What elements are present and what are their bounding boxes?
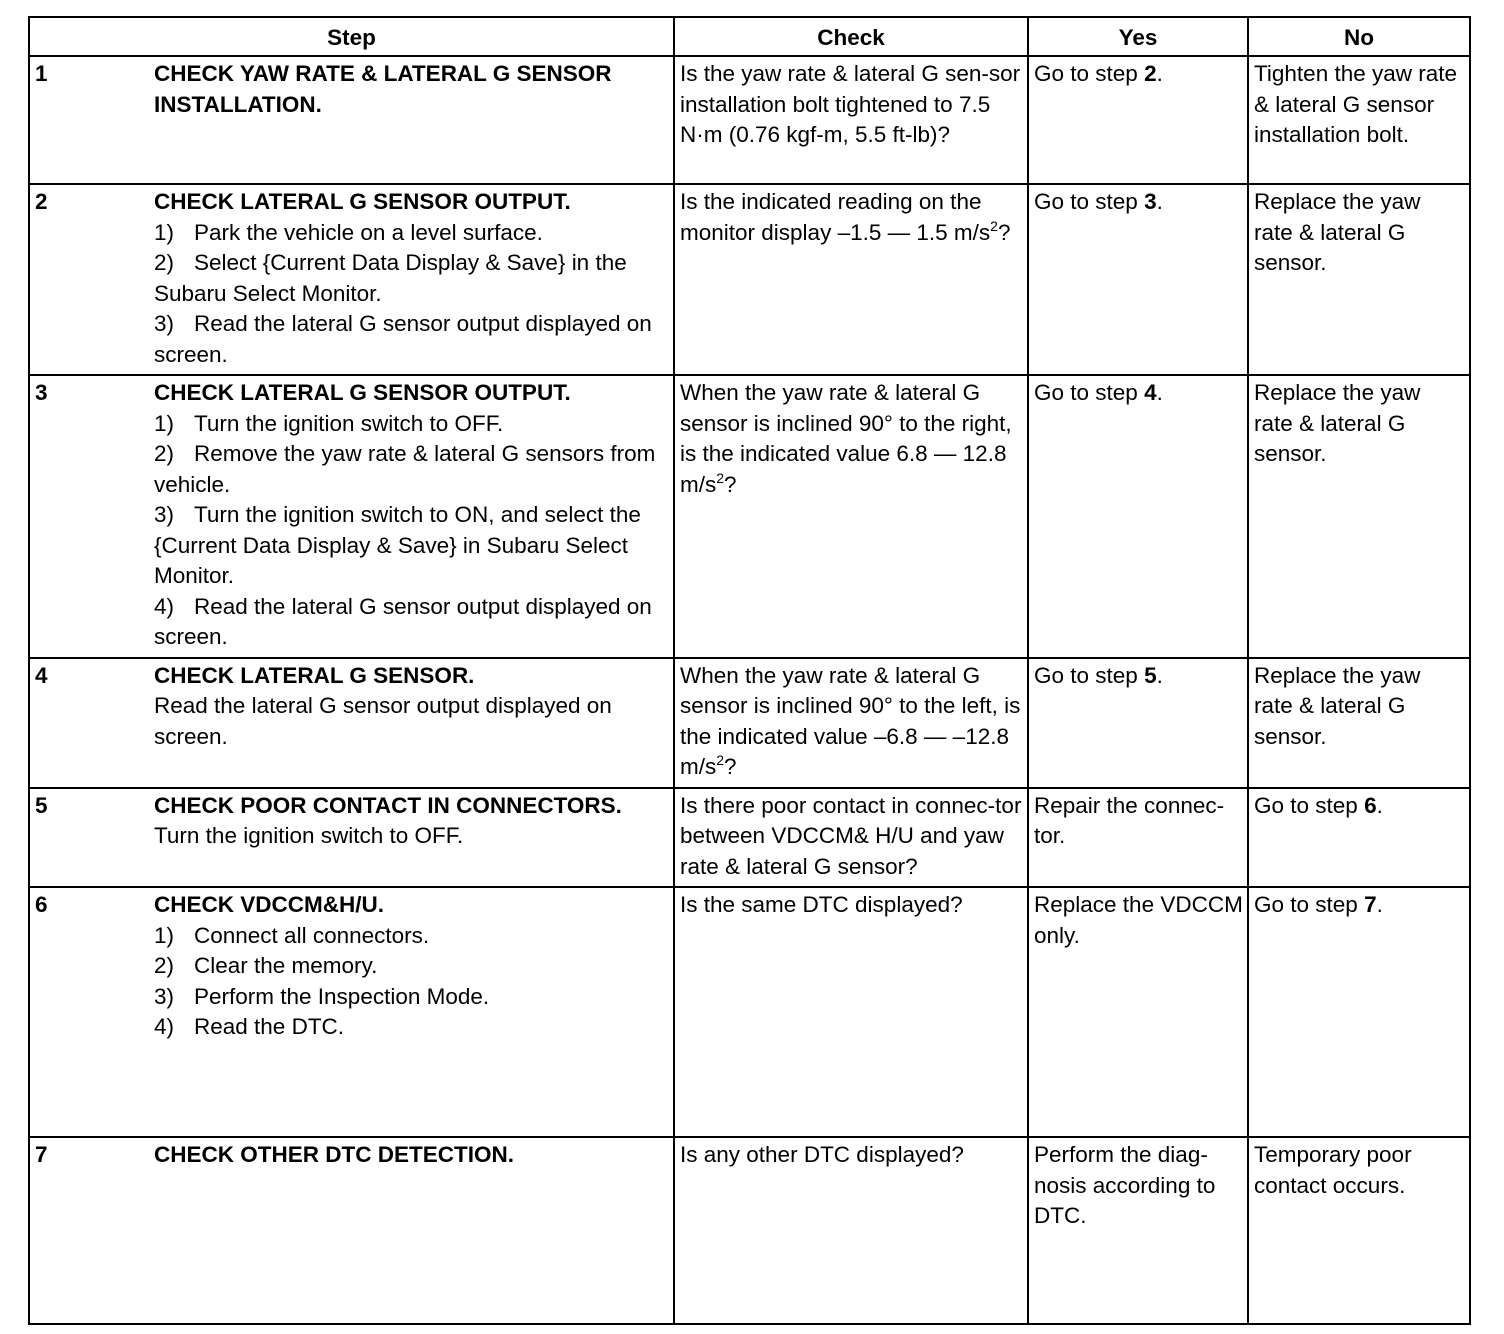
table-row [29, 1137, 1470, 1324]
check-cell: Is any other DTC displayed? [674, 1137, 1028, 1324]
table-row [29, 658, 1470, 788]
check-cell: Is the yaw rate & lateral G sen-sor installation bolt tightened to 7.5 N·m (0.76 kgf-m, 5.5 ft-lb)? [674, 56, 1028, 184]
step-title: CHECK LATERAL G SENSOR OUTPUT. [154, 189, 571, 214]
header-step: Step [29, 17, 674, 56]
no-cell: Tighten the yaw rate & lateral G sensor installation bolt. [1248, 56, 1470, 184]
yes-cell: Go to step 4. [1028, 375, 1248, 658]
step-title: CHECK YAW RATE & LATERAL G SENSOR INSTALLATION. [154, 61, 612, 117]
sub-step: 3) Perform the Inspection Mode. [154, 983, 490, 1009]
header-row [29, 17, 1470, 56]
step-cell [29, 887, 674, 1137]
step-cell [29, 184, 674, 375]
table-row [29, 184, 1470, 375]
sub-step: 2) Remove the yaw rate & lateral G sensors from vehicle. [154, 441, 656, 497]
no-cell: Replace the yaw rate & lateral G sensor. [1248, 184, 1470, 375]
sub-step: 3) Read the lateral G sensor output displayed on screen. [154, 311, 652, 367]
sub-step: 2) Clear the memory. [154, 953, 378, 978]
step-title: CHECK VDCCM&H/U. [154, 892, 384, 917]
step-cell [29, 56, 674, 184]
yes-cell: Go to step 3. [1028, 184, 1248, 375]
step-cell [29, 375, 674, 658]
step-number: 4 [35, 662, 48, 688]
step-number: 7 [35, 1142, 48, 1167]
step-title: CHECK OTHER DTC DETECTION. [154, 1142, 514, 1167]
check-cell: Is the indicated reading on the monitor display –1.5 — 1.5 $m/s^2$? [674, 184, 1028, 375]
no-cell: Temporary poor contact occurs. [1248, 1137, 1470, 1324]
step-number: 5 [35, 792, 48, 818]
step-cell [29, 1137, 674, 1324]
no-cell: Replace the yaw rate & lateral G sensor. [1248, 658, 1470, 788]
yes-cell: Repair the connec-tor. [1028, 788, 1248, 888]
step-number: 3 [35, 380, 48, 405]
sub-step: 2) Select {Current Data Display & Save} in the Subaru Select Monitor. [154, 250, 627, 306]
sub-step: 1) Turn the ignition switch to OFF. [154, 410, 504, 436]
step-number: 2 [35, 189, 48, 214]
step-title: CHECK LATERAL G SENSOR. [154, 662, 475, 688]
check-cell: Is the same DTC displayed? [674, 887, 1028, 1137]
table-row [29, 56, 1470, 184]
check-cell: Is there poor contact in connec-tor between VDCCM& H/U and yaw rate & lateral G sensor? [674, 788, 1028, 888]
diagnostic-table [28, 16, 1471, 1325]
table-row [29, 375, 1470, 658]
check-cell: When the yaw rate & lateral G sensor is inclined 90° to the left, is the indicated value –6.8 — –12.8 $m/s^2$? [674, 658, 1028, 788]
step-cell [29, 658, 674, 788]
table-row [29, 788, 1470, 888]
no-cell: Go to step 7. [1248, 887, 1470, 1137]
sub-step: 4) Read the DTC. [154, 1014, 345, 1039]
sub-step: 1) Connect all connectors. [154, 922, 430, 948]
sub-step: 3) Turn the ignition switch to ON, and select the {Current Data Display & Save} in Subaru Select Monitor. [154, 502, 641, 588]
yes-cell: Go to step 5. [1028, 658, 1248, 788]
yes-cell: Replace the VDCCM only. [1028, 887, 1248, 1137]
header-yes: Yes [1028, 17, 1248, 56]
check-cell: When the yaw rate & lateral G sensor is inclined 90° to the right, is the indicated value 6.8 — 12.8 $m/s^2$? [674, 375, 1028, 658]
no-cell: Go to step 6. [1248, 788, 1470, 888]
step-title: CHECK POOR CONTACT IN CONNECTORS. [154, 792, 622, 818]
step-instruction: Read the lateral G sensor output displayed on screen. [154, 693, 612, 749]
step-instruction: Turn the ignition switch to OFF. [154, 823, 464, 848]
sub-step: 4) Read the lateral G sensor output displayed on screen. [154, 593, 652, 649]
yes-cell: Perform the diag-nosis according to DTC. [1028, 1137, 1248, 1324]
table-row [29, 887, 1470, 1137]
sub-step: 1) Park the vehicle on a level surface. [154, 219, 543, 245]
no-cell: Replace the yaw rate & lateral G sensor. [1248, 375, 1470, 658]
step-number: 1 [35, 61, 48, 86]
step-number: 6 [35, 892, 48, 917]
yes-cell: Go to step 2. [1028, 56, 1248, 184]
header-check: Check [674, 17, 1028, 56]
step-cell [29, 788, 674, 888]
header-no: No [1248, 17, 1470, 56]
step-title: CHECK LATERAL G SENSOR OUTPUT. [154, 380, 571, 405]
